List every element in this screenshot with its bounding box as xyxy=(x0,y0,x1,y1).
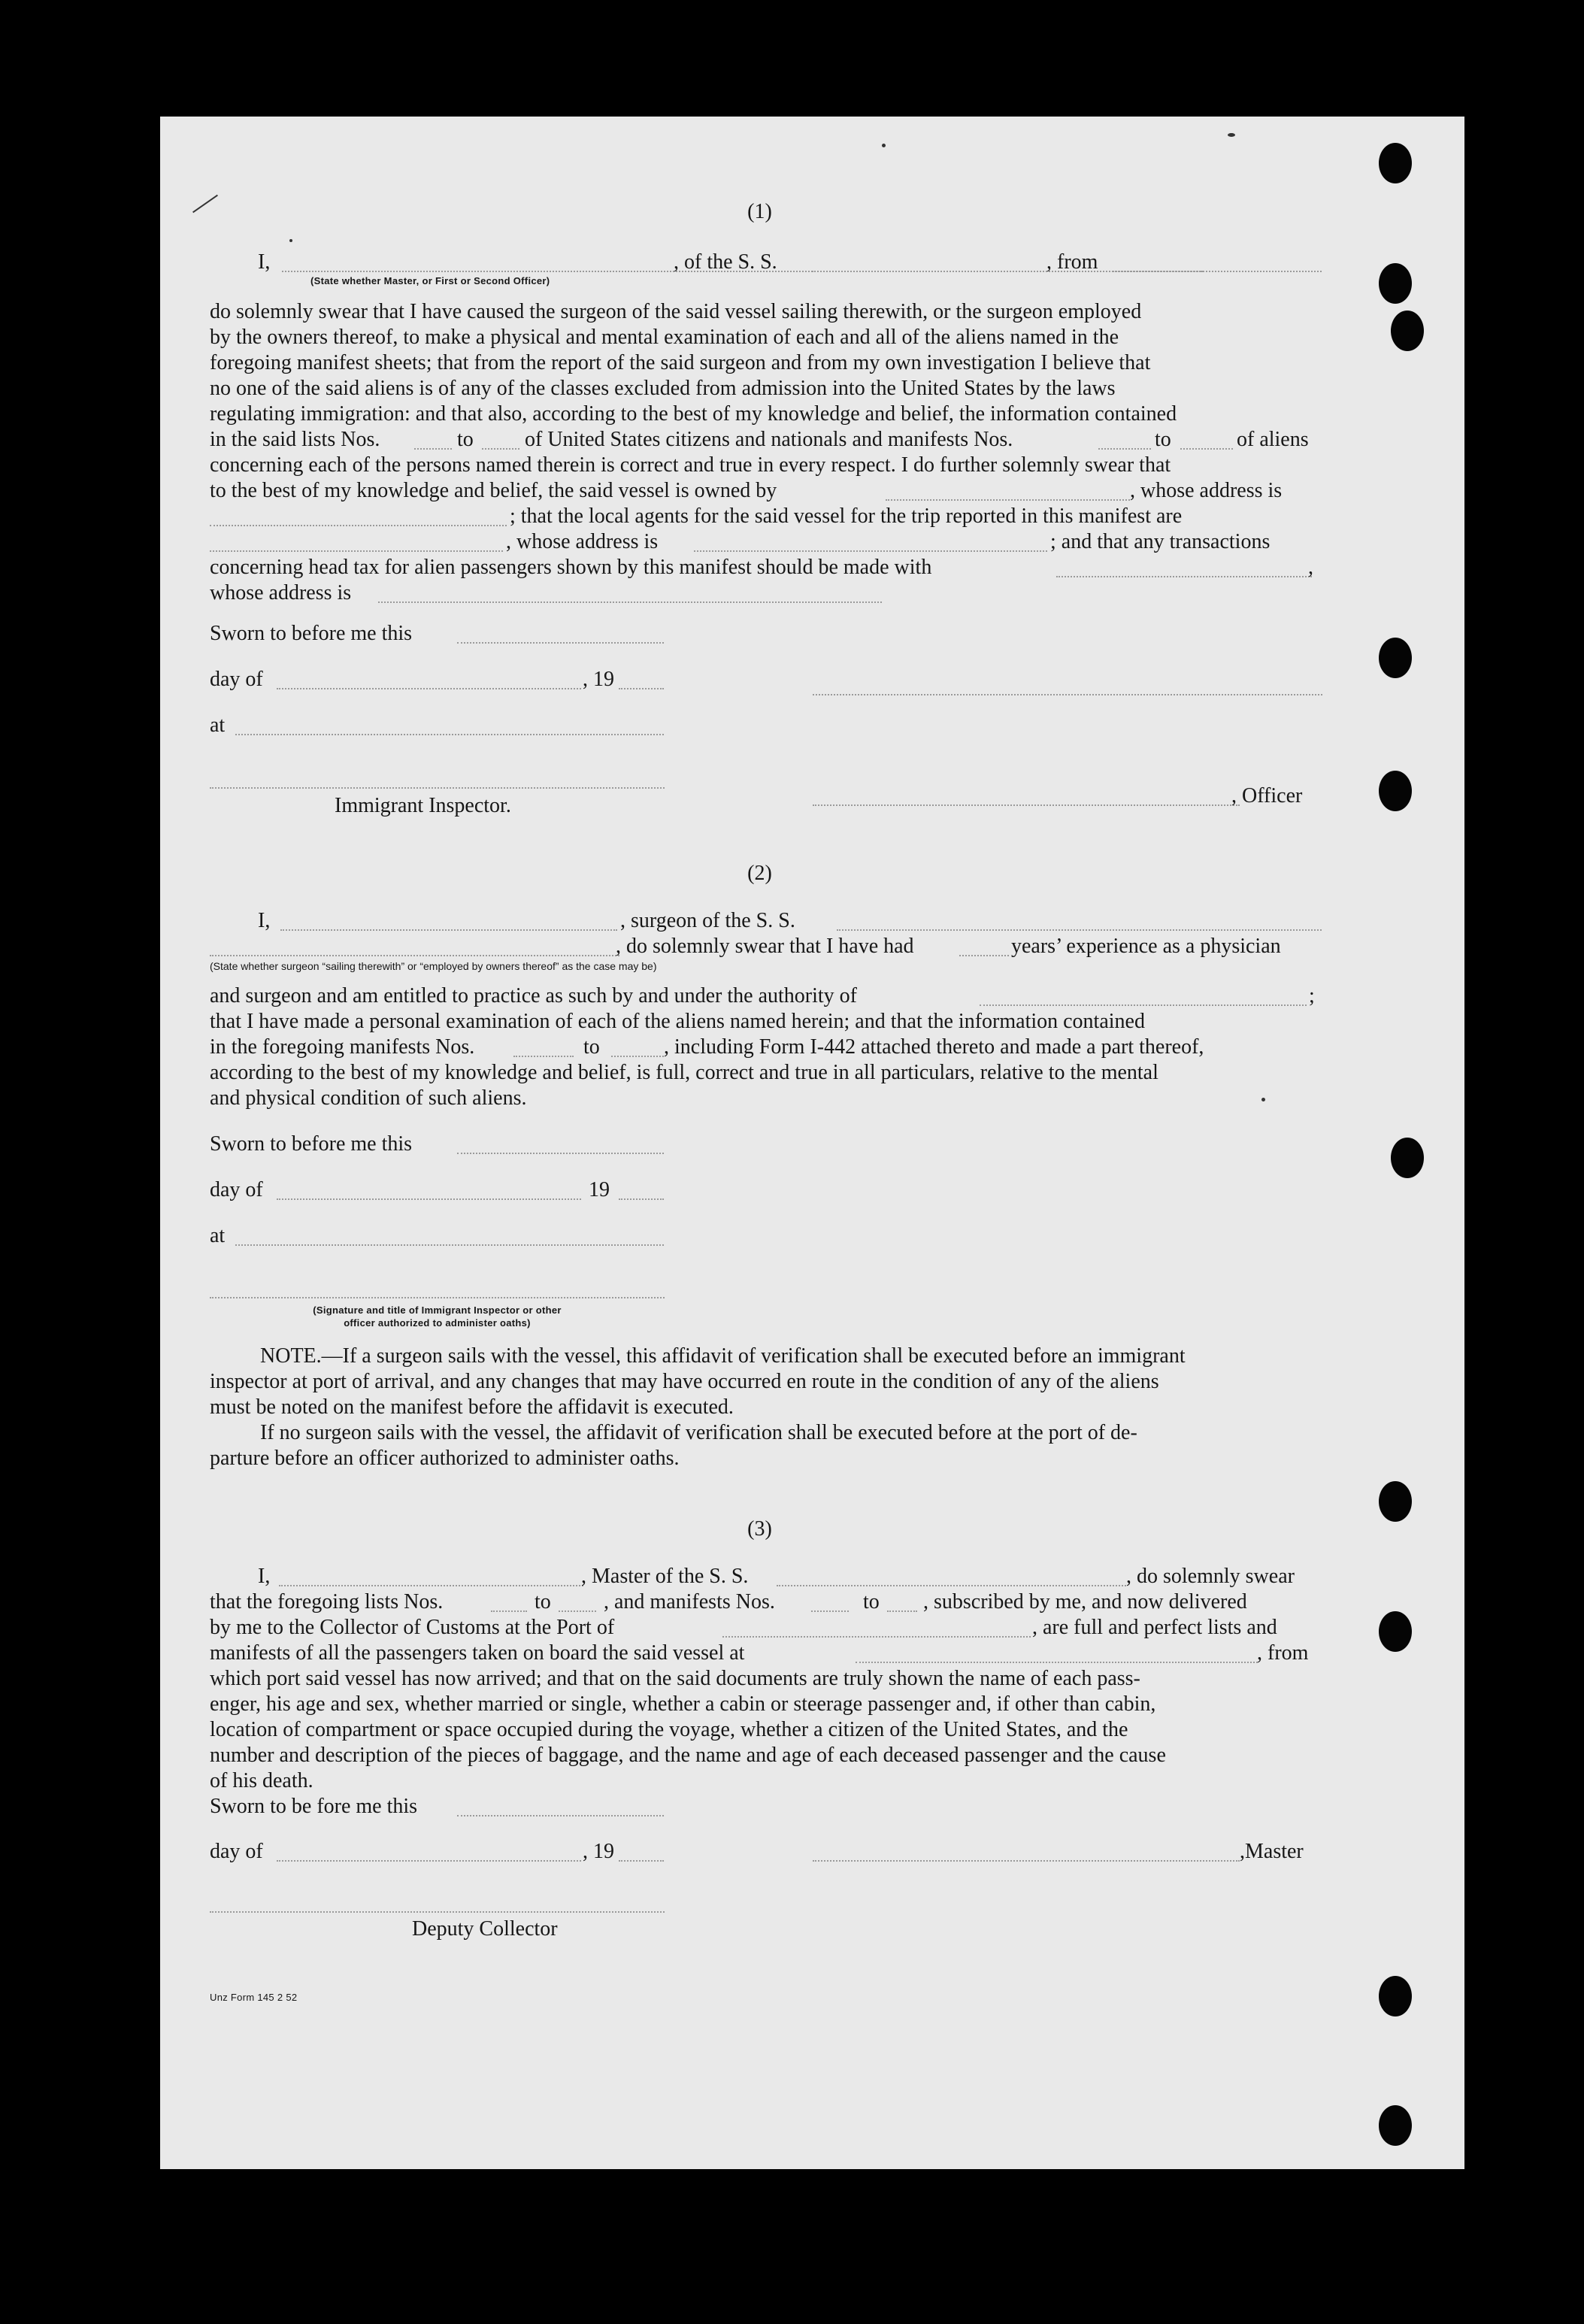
text: day of xyxy=(210,668,263,691)
section-3-number: (3) xyxy=(747,1517,772,1541)
text: , from xyxy=(1257,1641,1309,1665)
text: Sworn to before me this xyxy=(210,622,413,645)
blank-line xyxy=(1109,271,1322,272)
text: Sworn to before me this xyxy=(210,1132,413,1156)
paragraph-line: foregoing manifest sheets; that from the report of the said surgeon and from my own investigation I believe that xyxy=(210,351,1151,374)
text: , 19 xyxy=(583,1840,614,1863)
signature-line xyxy=(210,1297,665,1298)
blank-line xyxy=(619,1198,664,1200)
text: manifests of all the passengers taken on board the said vessel at xyxy=(210,1641,745,1665)
blank-line xyxy=(235,734,664,735)
signature-caption: (Signature and title of Immigrant Inspector or other xyxy=(313,1304,562,1316)
punch-hole xyxy=(1379,143,1412,183)
paragraph-line: number and description of the pieces of baggage, and the name and age of each deceased passenger and the cause xyxy=(210,1744,1166,1767)
blank-line xyxy=(235,1244,664,1246)
paragraph-line: that I have made a personal examination of each of the aliens named herein; and that the information contained xyxy=(210,1010,1145,1033)
punch-hole xyxy=(1379,771,1412,811)
text: , including Form I-442 attached thereto and made a part thereof, xyxy=(664,1035,1204,1059)
text: at xyxy=(210,714,226,737)
section-1-number: (1) xyxy=(747,200,772,223)
signature-line xyxy=(813,1860,1240,1862)
text: , are full and perfect lists and xyxy=(1032,1616,1277,1639)
blank-line xyxy=(980,1004,1307,1006)
blank-line xyxy=(722,1636,1031,1638)
blank-line xyxy=(856,1662,1258,1663)
blank-line xyxy=(277,688,581,689)
text: , 19 xyxy=(583,668,614,691)
text: to the best of my knowledge and belief, the said vessel is owned by xyxy=(210,479,777,502)
blank-line xyxy=(777,1585,1126,1586)
note-line: parture before an officer authorized to administer oaths. xyxy=(210,1447,680,1470)
punch-hole xyxy=(1391,311,1424,351)
blank-line xyxy=(1180,448,1233,450)
blank-line xyxy=(277,1198,581,1200)
signature-line xyxy=(210,1911,665,1913)
note-line: If no surgeon sails with the vessel, the affidavit of verification shall be executed before at the port of de- xyxy=(260,1421,1137,1444)
paragraph-line: concerning each of the persons named therein is correct and true in every respect. I do further solemnly swear that xyxy=(210,453,1171,477)
punch-hole xyxy=(1379,263,1412,304)
text: to xyxy=(1155,428,1171,451)
punch-hole xyxy=(1379,2105,1412,2146)
text: , surgeon of the S. S. xyxy=(620,909,795,932)
punch-hole xyxy=(1379,1611,1412,1652)
paragraph-line: and physical condition of such aliens. xyxy=(210,1086,527,1110)
blank-line xyxy=(482,448,519,450)
signature-line xyxy=(813,694,1322,695)
blank-line xyxy=(559,1610,596,1612)
text: that the foregoing lists Nos. xyxy=(210,1590,444,1613)
paragraph-line: do solemnly swear that I have caused the surgeon of the said vessel sailing therewith, or the surgeon employed xyxy=(210,300,1142,323)
paragraph-line: no one of the said aliens is of any of the classes excluded from admission into the United States by the laws xyxy=(210,377,1116,400)
blank-line xyxy=(378,601,882,603)
punch-hole xyxy=(1379,1481,1412,1522)
signature-line xyxy=(210,787,665,789)
text: day of xyxy=(210,1840,263,1863)
master-label: ,Master xyxy=(1240,1840,1304,1863)
text: day of xyxy=(210,1178,263,1201)
text: , xyxy=(1308,556,1313,579)
text: to xyxy=(457,428,474,451)
blank-line xyxy=(1098,448,1151,450)
section-2-number: (2) xyxy=(747,862,772,885)
text: , whose address is xyxy=(506,530,659,553)
text: ; xyxy=(1309,984,1315,1007)
blank-line xyxy=(837,929,1322,931)
text: Sworn to be fore me this xyxy=(210,1795,418,1818)
speck xyxy=(882,144,886,147)
punch-hole xyxy=(1379,1976,1412,2016)
paragraph-line: enger, his age and sex, whether married or single, whether a cabin or steerage passenger and, if other than cabin, xyxy=(210,1692,1156,1716)
text: , of the S. S. xyxy=(674,250,777,274)
text: by me to the Collector of Customs at the Port of xyxy=(210,1616,615,1639)
blank-line xyxy=(886,499,1130,501)
text: to xyxy=(583,1035,600,1059)
inspector-label: Immigrant Inspector. xyxy=(335,794,511,817)
text: I, xyxy=(258,250,271,274)
text: to xyxy=(863,1590,880,1613)
text: to xyxy=(535,1590,551,1613)
paragraph-line: which port said vessel has now arrived; and that on the said documents are truly shown the name of each pass- xyxy=(210,1667,1140,1690)
paragraph-line: ; that the local agents for the said vessel for the trip reported in this manifest are xyxy=(510,504,1183,528)
note-line: NOTE.—If a surgeon sails with the vessel, this affidavit of verification shall be executed before an immigrant xyxy=(260,1344,1186,1368)
blank-line xyxy=(513,1056,574,1057)
text: , subscribed by me, and now delivered xyxy=(923,1590,1247,1613)
blank-line xyxy=(811,1610,849,1612)
field-note: (State whether Master, or First or Second Officer) xyxy=(310,275,550,286)
officer-label: , Officer xyxy=(1231,784,1303,807)
text: 19 xyxy=(589,1178,610,1201)
text: years’ experience as a physician xyxy=(1011,935,1281,958)
blank-line xyxy=(959,955,1009,956)
blank-line xyxy=(457,1815,664,1816)
note-line: must be noted on the manifest before the affidavit is executed. xyxy=(210,1395,734,1419)
text: , and manifests Nos. xyxy=(604,1590,775,1613)
blank-line xyxy=(279,1585,583,1586)
blank-line xyxy=(414,448,452,450)
punch-hole xyxy=(1379,638,1412,678)
signature-line xyxy=(813,804,1240,806)
form-page xyxy=(160,117,1464,2169)
blank-line xyxy=(887,1610,917,1612)
text: in the said lists Nos. xyxy=(210,428,380,451)
blank-line xyxy=(1056,576,1312,577)
blank-line xyxy=(210,550,503,552)
text: , Master of the S. S. xyxy=(581,1565,749,1588)
text: , do solemnly swear that I have had xyxy=(616,935,914,958)
text: , do solemnly swear xyxy=(1126,1565,1295,1588)
text: I, xyxy=(258,909,271,932)
form-number: Unz Form 145 2 52 xyxy=(210,1992,298,2003)
blank-line xyxy=(210,955,619,956)
text: , from xyxy=(1046,250,1098,274)
text: of aliens xyxy=(1237,428,1309,451)
paragraph-line: regulating immigration: and that also, according to the best of my knowledge and belief, the information contained xyxy=(210,402,1177,426)
speck xyxy=(289,239,292,242)
text: ; and that any transactions xyxy=(1050,530,1271,553)
speck xyxy=(1261,1098,1265,1101)
text: whose address is xyxy=(210,581,352,604)
text: , whose address is xyxy=(1130,479,1283,502)
blank-line xyxy=(210,525,507,526)
speck xyxy=(1228,133,1235,137)
blank-line xyxy=(619,1860,664,1862)
blank-line xyxy=(491,1610,527,1612)
blank-line xyxy=(280,929,617,931)
paragraph-line: by the owners thereof, to make a physical and mental examination of each and all of the aliens named in the xyxy=(210,326,1119,349)
punch-hole xyxy=(1391,1138,1424,1178)
note-line: inspector at port of arrival, and any changes that may have occurred en route in the condition of any of the aliens xyxy=(210,1370,1159,1393)
paragraph-line: location of compartment or space occupied during the voyage, whether a citizen of the United States, and the xyxy=(210,1718,1128,1741)
blank-line xyxy=(457,1153,664,1154)
paragraph-line: of his death. xyxy=(210,1769,313,1792)
signature-caption: officer authorized to administer oaths) xyxy=(344,1317,531,1329)
text: of United States citizens and nationals and manifests Nos. xyxy=(525,428,1013,451)
text: at xyxy=(210,1224,226,1247)
text: in the foregoing manifests Nos. xyxy=(210,1035,475,1059)
blank-line xyxy=(694,550,1047,552)
blank-line xyxy=(619,688,664,689)
blank-line xyxy=(611,1056,664,1057)
text: I, xyxy=(258,1565,271,1588)
field-note: (State whether surgeon “sailing therewith” or “employed by owners thereof” as the case may be) xyxy=(210,960,657,972)
text: concerning head tax for alien passengers shown by this manifest should be made with xyxy=(210,556,932,579)
blank-line xyxy=(457,642,664,644)
text: and surgeon and am entitled to practice as such by and under the authority of xyxy=(210,984,857,1007)
blank-line xyxy=(277,1860,581,1862)
deputy-collector-label: Deputy Collector xyxy=(412,1917,558,1941)
paragraph-line: according to the best of my knowledge and belief, is full, correct and true in all particulars, relative to the mental xyxy=(210,1061,1158,1084)
